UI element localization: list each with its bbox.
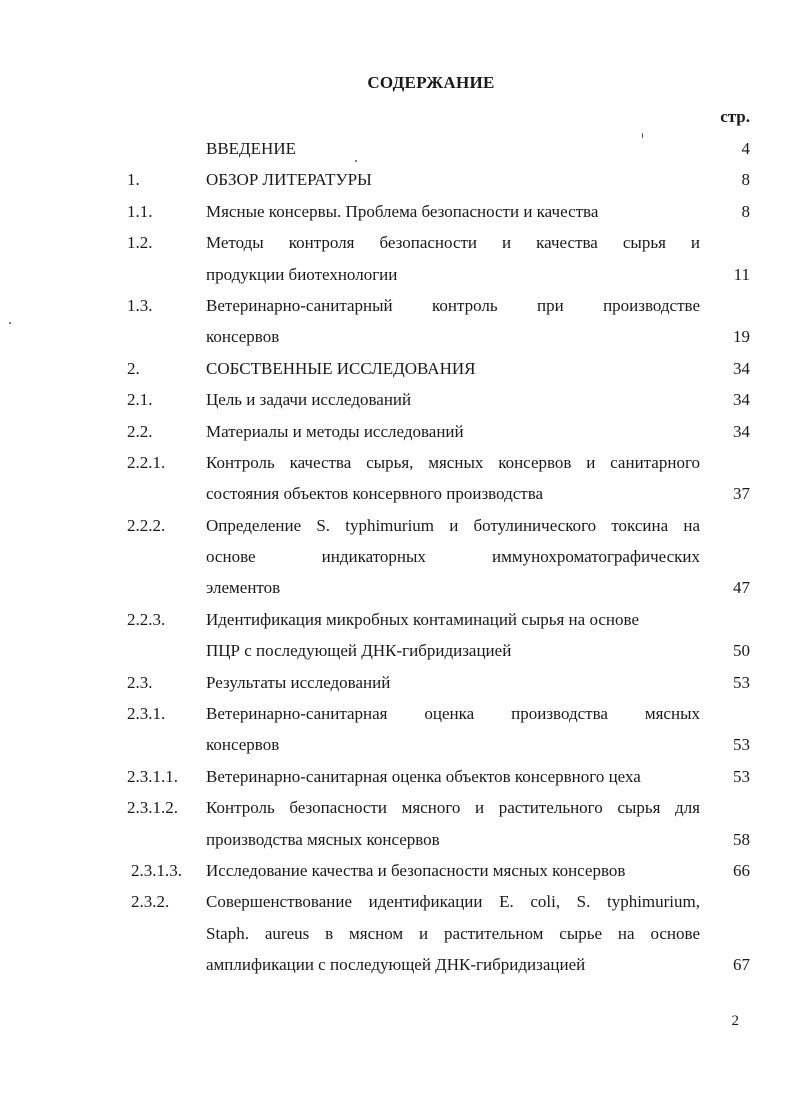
- scan-speck: [9, 322, 11, 324]
- toc-section-title: Ветеринарно-санитарная оценка объектов консервного цеха: [206, 766, 641, 786]
- toc-section-title: консервов: [206, 327, 280, 347]
- toc-row: [0, 353, 796, 384]
- toc-row: [0, 133, 796, 164]
- toc-row: [0, 447, 796, 478]
- toc-page-number: 8: [741, 201, 750, 221]
- toc-row: [0, 855, 796, 886]
- toc-section-title: консервов: [206, 735, 280, 755]
- toc-section-title: амплификации с последующей ДНК-гибридизацией: [206, 955, 586, 975]
- toc-row: [0, 416, 796, 447]
- toc-section-number: 1.2.: [127, 233, 153, 253]
- table-of-contents: [0, 133, 796, 981]
- toc-section-number: 2.3.1.3.: [131, 860, 182, 880]
- toc-row: [0, 259, 796, 290]
- toc-section-title: Ветеринарно-санитарный контроль при производстве: [206, 295, 700, 315]
- toc-page-number: 67: [733, 955, 750, 975]
- toc-section-number: 2.2.1.: [127, 452, 166, 472]
- toc-section-number: 1.3.: [127, 295, 153, 315]
- toc-section-title: продукции биотехнологии: [206, 264, 398, 284]
- toc-section-title: Контроль безопасности мясного и растительного сырья для: [206, 798, 700, 818]
- toc-section-title: Staph. aureus в мясном и растительном сырье на основе: [206, 923, 700, 943]
- toc-section-number: 2.2.3.: [127, 609, 166, 629]
- toc-section-number: 2.3.: [127, 672, 153, 692]
- toc-page-number: 34: [733, 358, 750, 378]
- toc-row: [0, 698, 796, 729]
- toc-section-title: ОБЗОР ЛИТЕРАТУРЫ: [206, 170, 372, 190]
- toc-section-number: 2.: [127, 358, 140, 378]
- toc-section-number: 1.: [127, 170, 140, 190]
- toc-row: [0, 384, 796, 415]
- toc-row: [0, 792, 796, 823]
- scan-speck: [355, 160, 357, 162]
- toc-section-title: состояния объектов консервного производства: [206, 484, 544, 504]
- toc-page-number: 53: [733, 766, 750, 786]
- toc-row: [0, 667, 796, 698]
- page-number: 2: [731, 1013, 739, 1029]
- toc-row: [0, 572, 796, 603]
- toc-page-number: 53: [733, 672, 750, 692]
- toc-page-number: 8: [741, 170, 750, 190]
- toc-row: [0, 635, 796, 666]
- toc-row: [0, 196, 796, 227]
- toc-row: [0, 478, 796, 509]
- toc-page-number: 66: [733, 860, 750, 880]
- toc-section-title: Контроль качества сырья, мясных консервов и санитарного: [206, 452, 700, 472]
- toc-section-title: Материалы и методы исследований: [206, 421, 464, 441]
- toc-section-title: ВВЕДЕНИЕ: [206, 139, 296, 158]
- toc-row: [0, 761, 796, 792]
- toc-row: [0, 227, 796, 258]
- toc-section-title: основе индикаторных иммунохроматографических: [206, 547, 700, 567]
- toc-row: [0, 510, 796, 541]
- toc-row: [0, 729, 796, 760]
- scan-speck: [642, 133, 643, 138]
- toc-page-number: 47: [733, 578, 750, 598]
- toc-row: [0, 541, 796, 572]
- toc-row: [0, 824, 796, 855]
- toc-section-number: 2.1.: [127, 390, 153, 410]
- toc-row: [0, 164, 796, 195]
- toc-page-number: 58: [733, 829, 750, 849]
- toc-section-title: Ветеринарно-санитарная оценка производства мясных: [206, 704, 700, 724]
- toc-page-number: 53: [733, 735, 750, 755]
- toc-page-number: 37: [733, 484, 750, 504]
- toc-row: [0, 949, 796, 980]
- toc-section-title: Результаты исследований: [206, 672, 391, 692]
- toc-page-number: 50: [733, 641, 750, 661]
- page-column-label: стр.: [720, 107, 750, 126]
- toc-section-title: производства мясных консервов: [206, 829, 440, 849]
- toc-row: [0, 290, 796, 321]
- toc-page-number: 34: [733, 390, 750, 410]
- toc-row: [0, 918, 796, 949]
- toc-section-number: 2.3.1.1.: [127, 766, 178, 786]
- toc-section-title: Идентификация микробных контаминаций сырья на основе: [206, 609, 639, 629]
- toc-section-title: Мясные консервы. Проблема безопасности и качества: [206, 201, 599, 221]
- toc-section-title: Цель и задачи исследований: [206, 390, 412, 410]
- toc-row: [0, 886, 796, 917]
- toc-section-number: 2.2.2.: [127, 515, 166, 535]
- toc-page-number: 19: [733, 327, 750, 347]
- toc-section-number: 1.1.: [127, 201, 153, 221]
- toc-page-number: 4: [741, 139, 750, 158]
- toc-section-title: Определение S. typhimurium и ботулинического токсина на: [206, 515, 700, 535]
- toc-section-title: Методы контроля безопасности и качества сырья и: [206, 233, 700, 253]
- toc-section-title: СОБСТВЕННЫЕ ИССЛЕДОВАНИЯ: [206, 358, 476, 378]
- toc-section-number: 2.3.2.: [131, 892, 170, 912]
- toc-section-title: ПЦР с последующей ДНК-гибридизацией: [206, 641, 512, 661]
- page-title: СОДЕРЖАНИЕ: [367, 73, 495, 92]
- toc-page-number: 11: [733, 264, 750, 284]
- toc-section-number: 2.3.1.: [127, 704, 166, 724]
- toc-page-number: 34: [733, 421, 750, 441]
- toc-section-title: элементов: [206, 578, 281, 598]
- toc-row: [0, 321, 796, 352]
- toc-section-title: Исследование качества и безопасности мясных консервов: [206, 860, 626, 880]
- toc-row: [0, 604, 796, 635]
- toc-section-title: Совершенствование идентификации E. coli, S. typhimurium,: [206, 892, 700, 912]
- toc-section-number: 2.2.: [127, 421, 153, 441]
- toc-section-number: 2.3.1.2.: [127, 798, 178, 818]
